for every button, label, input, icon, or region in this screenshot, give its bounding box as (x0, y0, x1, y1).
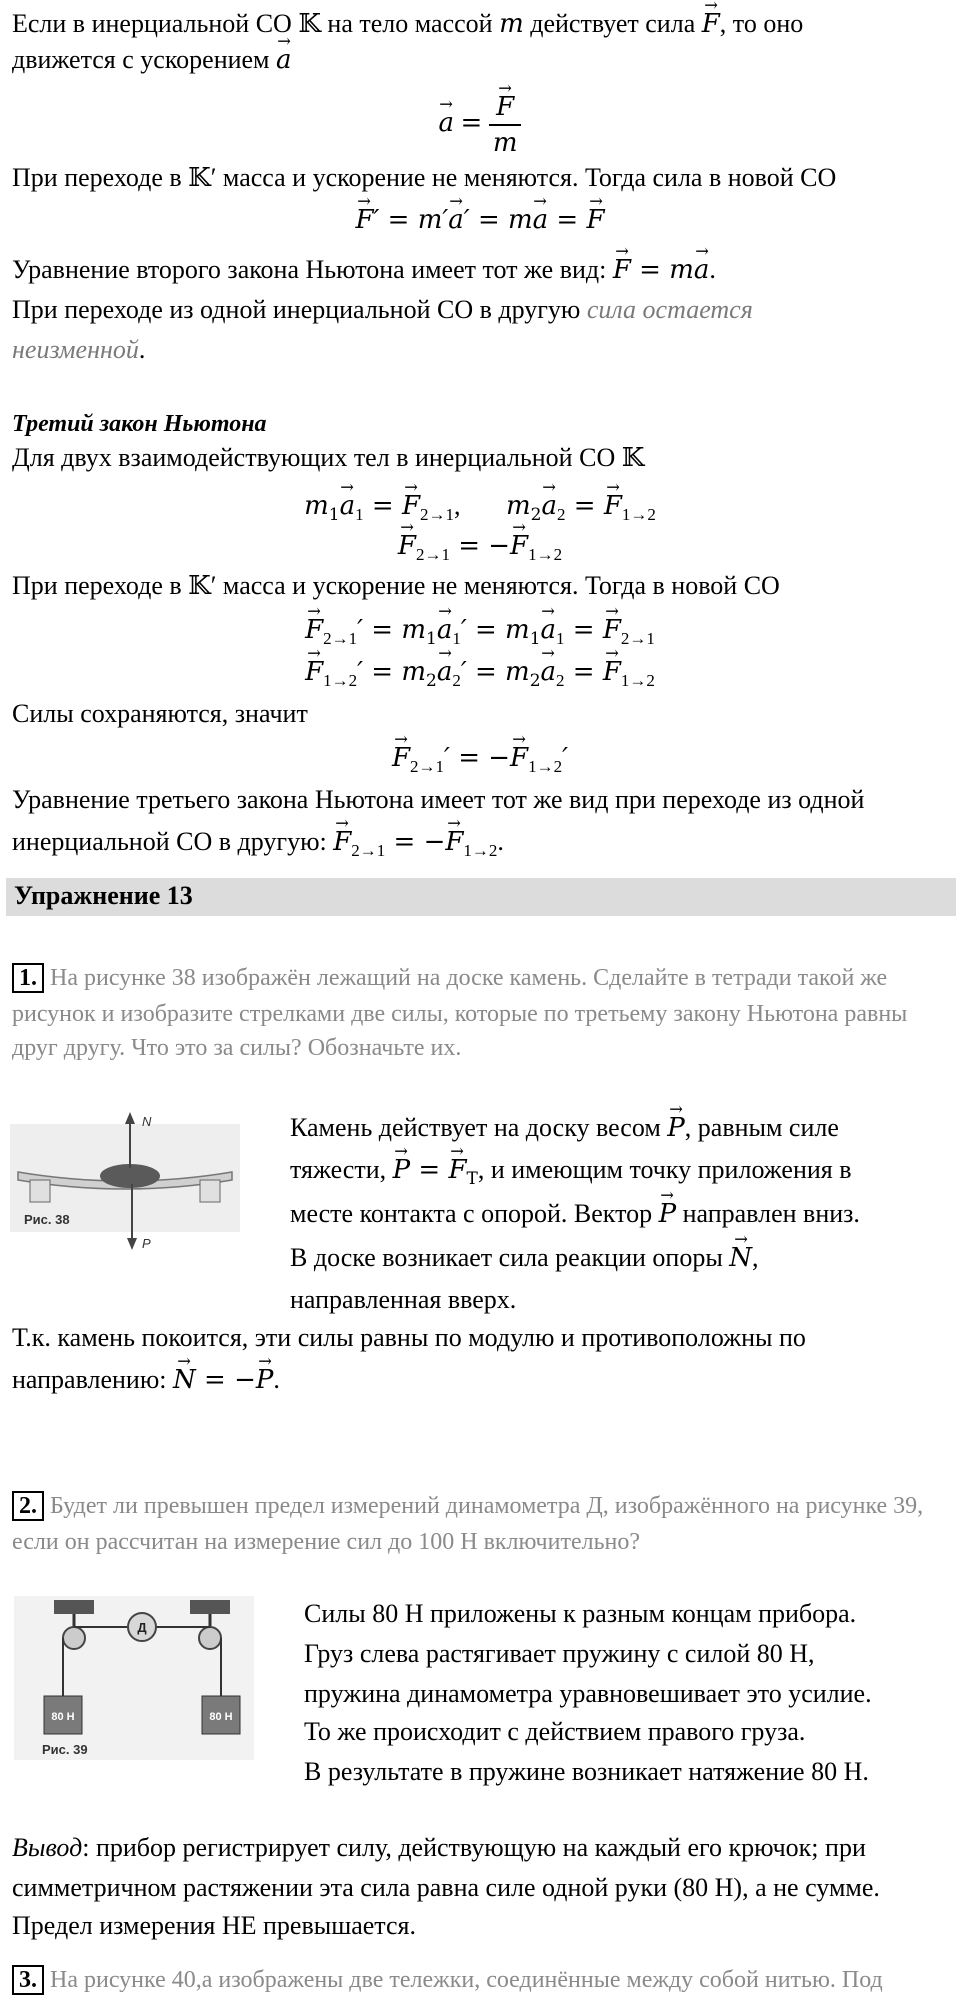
formula-a-eq-F-over-m: → a = → $\frac{F}{m}$ (0, 90, 960, 160)
question-text: друг другу. Что это за силы? Обозначьте их. (12, 1035, 462, 1061)
text-line: Для двух взаимодействующих тел в инерциальной СО 𝕂 (12, 443, 645, 472)
answer-1-line: Т.к. камень покоится, эти силы равны по модулю и противоположны по (12, 1323, 806, 1352)
formula-third-law-5: → $F_{2\to 1}'$ = −→ $F_{1\to 2}'$ (0, 742, 960, 783)
formula-third-law-4: → $F_{1\to 2}' = m_2\to a_2' = m_2\to a_2$ = → $F_{1\to 2}$ (0, 656, 960, 697)
question-number: 3. (12, 1965, 44, 1995)
section-header (6, 878, 956, 916)
svg-text:N: N (142, 1114, 152, 1129)
answer-2-line: пружина динамометра уравновешивает это усилие. (304, 1679, 872, 1708)
question-text: рисунок и изобразите стрелками две силы, которые по третьему закону Ньютона равны (12, 1001, 908, 1027)
figure-39 (14, 1596, 254, 1760)
text-line: Силы сохраняются, значит (12, 699, 308, 728)
conclusion-line: Вывод: прибор регистрирует силу, действующую на каждый его крючок; при (12, 1833, 866, 1862)
text-line (12, 8, 803, 40)
text-line (12, 44, 292, 76)
answer-1-line: Камень действует на доску весом → P, равным силе (290, 1112, 839, 1144)
figure-caption: Рис. 38 (24, 1212, 70, 1227)
emphasis-text: сила остается (586, 295, 753, 324)
subheading-third-law: Третий закон Ньютона (12, 411, 267, 437)
text-fragment: инерциальной СО в другую: (12, 827, 334, 856)
emphasis-text: неизменной (12, 335, 139, 364)
svg-text:P: P (142, 1236, 151, 1251)
formula-third-law-2: → $F_{2\to 1}$ = −→ $F_{1\to 2}$ (0, 530, 960, 571)
question-2: 2. Будет ли превышен предел измерений динамометра Д, изображённого на рисунке 39, (12, 1490, 923, 1522)
math-vec-F: → F (702, 8, 720, 40)
math-vec-a: → a (276, 44, 292, 76)
svg-text:80 Н: 80 Н (51, 1711, 75, 1723)
text-fragment: При переходе из одной инерциальной СО в другую (12, 295, 587, 324)
formula-third-law-1: $m_1\to a_1$ = → $F_{2\to 1}$, $m_2\to a_2$ = → $F_{1\to 2}$ (0, 490, 960, 531)
math-m: m (499, 9, 524, 39)
figure-38 (10, 1108, 240, 1260)
answer-1-line: направленная вверх. (290, 1285, 517, 1314)
text-line: инерциальной СО в другую: → $F_{2\to 1}$ = −→ $F_{1\to 2}$. (12, 826, 504, 867)
text-fragment: , то оно (719, 9, 804, 38)
answer-1-line: месте контакта с опорой. Вектор → P направлен вниз. (290, 1198, 860, 1230)
text-fragment: действует сила (523, 9, 702, 38)
answer-2-line: В результате в пружине возникает натяжение 80 Н. (304, 1757, 869, 1786)
question-3: 3. На рисунке 40,а изображены две тележки, соединённые между собой нитью. Под (12, 1964, 883, 1996)
answer-1-line: В доске возникает сила реакции опоры → N, (290, 1242, 759, 1274)
svg-text:Д: Д (137, 1620, 147, 1635)
text-line: Уравнение второго закона Ньютона имеет тот же вид: → F = m→ a. (12, 254, 716, 286)
question-1: 1. На рисунке 38 изображён лежащий на доске камень. Сделайте в тетради такой же (12, 962, 887, 994)
question-text: если он рассчитан на измерение сил до 100 Н включительно? (12, 1529, 641, 1555)
text-line: неизменной. (12, 335, 146, 364)
svg-text:80 Н: 80 Н (209, 1711, 233, 1723)
figure-caption: Рис. 39 (42, 1742, 88, 1757)
answer-2-line: Груз слева растягивает пружину с силой 80 Н, (304, 1639, 815, 1668)
section-title: Упражнение 13 (14, 881, 193, 910)
formula-third-law-3: → $F_{2\to 1}' = m_1\to a_1' = m_1\to a_1$ = → $F_{2\to 1}$ (0, 614, 960, 655)
text-fragment: Уравнение второго закона Ньютона имеет тот же вид: (12, 255, 613, 284)
text-fragment: движется с ускорением (12, 45, 277, 74)
text-fragment: Если в инерциальной СО 𝕂 на тело массой (12, 9, 500, 38)
text-line: При переходе в 𝕂′ масса и ускорение не меняются. Тогда сила в новой СО (12, 163, 837, 192)
formula-force-invariance: → F′ = m′→ a′ = m→ a = → F (0, 204, 960, 236)
text-line: Уравнение третьего закона Ньютона имеет тот же вид при переходе из одной (12, 785, 865, 814)
answer-1-line: направлению: → N = −→ P. (12, 1364, 280, 1396)
answer-1-line: тяжести, → P = → $F_T$, и имеющим точку приложения в (290, 1154, 852, 1195)
conclusion-line: Предел измерения НЕ превышается. (12, 1911, 416, 1940)
conclusion-line: симметричном растяжении эта сила равна силе одной руки (80 Н), а не сумме. (12, 1873, 880, 1902)
answer-2-line: То же происходит с действием правого груза. (304, 1717, 806, 1746)
text-line: При переходе в 𝕂′ масса и ускорение не меняются. Тогда в новой СО (12, 571, 780, 600)
text-line (12, 294, 753, 326)
question-number: 1. (12, 963, 44, 993)
question-number: 2. (12, 1491, 44, 1521)
answer-2-line: Силы 80 Н приложены к разным концам прибора. (304, 1599, 857, 1628)
